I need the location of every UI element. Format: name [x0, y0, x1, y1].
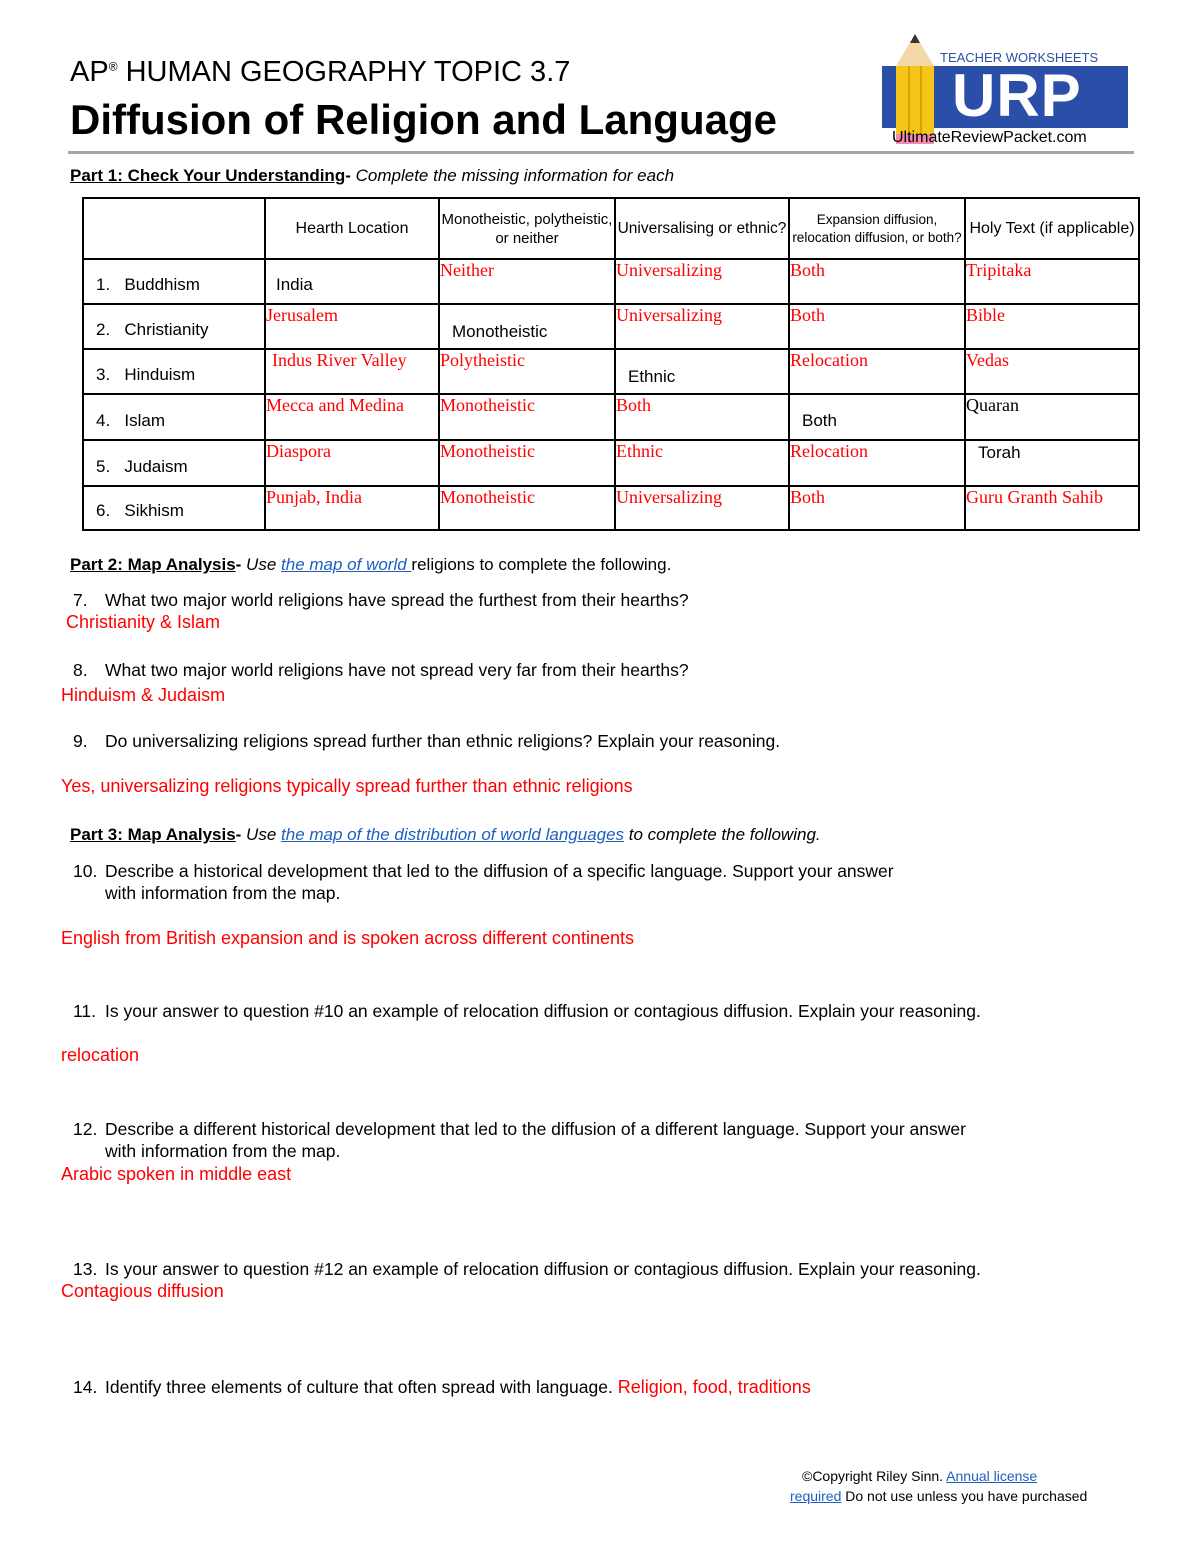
hearth-cell: Indus River Valley	[265, 349, 439, 394]
part2-heading: Part 2: Map Analysis- Use the map of world religions to complete the following.	[70, 555, 672, 574]
page-title: Diffusion of Religion and Language	[70, 96, 777, 143]
religion-name: Buddhism	[124, 275, 200, 294]
universal-cell: Universalizing	[615, 304, 789, 349]
universal-cell: Universalizing	[615, 486, 789, 530]
hearth-cell: India	[265, 259, 439, 304]
holy-text-cell: Tripitaka	[965, 259, 1139, 304]
question-12: 12. Describe a different historical development that led to the diffusion of a different language. Support your answer	[73, 1119, 966, 1139]
table-row: 1. Buddhism India Neither Universalizing Both Tripitaka	[83, 259, 1139, 304]
table-row: 2. Christianity Jerusalem Monotheistic Universalizing Both Bible	[83, 304, 1139, 349]
question-11: 11. Is your answer to question #10 an example of relocation diffusion or contagious diffusion. Explain your reasoning.	[73, 1001, 981, 1021]
holy-text-cell: Bible	[965, 304, 1139, 349]
answer-10: English from British expansion and is spoken across different continents	[61, 928, 634, 948]
religion-name: Judaism	[124, 457, 188, 476]
answer-11: relocation	[61, 1045, 140, 1065]
logo-tagline: TEACHER WORKSHEETS	[940, 50, 1099, 65]
answer-12: Arabic spoken in middle east	[61, 1164, 292, 1184]
universal-cell: Both	[615, 394, 789, 440]
holy-text-cell: Guru Granth Sahib	[965, 486, 1139, 530]
hearth-cell: Jerusalem	[265, 304, 439, 349]
header-divider	[68, 151, 1134, 154]
diffusion-cell: Relocation	[789, 440, 965, 486]
col-theism: Monotheistic, polytheistic, or neither	[439, 198, 615, 259]
holy-text-cell: Quaran	[965, 394, 1139, 440]
part3-heading: Part 3: Map Analysis- Use the map of the distribution of world languages to complete the following.	[70, 825, 821, 844]
diffusion-cell: Both	[789, 394, 965, 440]
table-row: 3. Hinduism Indus River Valley Polytheistic Ethnic Relocation Vedas	[83, 349, 1139, 394]
theism-cell: Polytheistic	[439, 349, 615, 394]
question-8: 8. What two major world religions have not spread very far from their hearths?	[73, 660, 689, 680]
universal-cell: Ethnic	[615, 440, 789, 486]
answer-8: Hinduism & Judaism	[61, 685, 226, 705]
religions-table	[82, 197, 1140, 531]
col-holy-text: Holy Text (if applicable)	[965, 198, 1139, 259]
theism-cell: Monotheistic	[439, 394, 615, 440]
col-universal: Universalising or ethnic?	[615, 198, 789, 259]
license-link-continued[interactable]: required	[790, 1488, 842, 1504]
answer-7: Christianity & Islam	[66, 612, 221, 632]
religion-name: Sikhism	[124, 501, 184, 520]
diffusion-cell: Both	[789, 304, 965, 349]
world-religions-map-link[interactable]: the map of world	[281, 555, 412, 574]
question-10: 10. Describe a historical development that led to the diffusion of a specific language. Support your answer	[73, 861, 894, 881]
theism-cell: Monotheistic	[439, 304, 615, 349]
theism-cell: Monotheistic	[439, 440, 615, 486]
table-header-row	[83, 198, 1139, 259]
religion-name: Hinduism	[124, 365, 196, 384]
topic-heading: AP® HUMAN GEOGRAPHY TOPIC 3.7	[70, 56, 571, 88]
table-row: 4. Islam Mecca and Medina Monotheistic Both Both Quaran	[83, 394, 1139, 440]
license-link[interactable]: Annual license	[946, 1468, 1038, 1484]
table-row: 5. Judaism Diaspora Monotheistic Ethnic Relocation Torah	[83, 440, 1139, 486]
urp-logo	[880, 30, 1130, 152]
religion-name: Christianity	[124, 320, 209, 339]
hearth-cell: Diaspora	[265, 440, 439, 486]
diffusion-cell: Both	[789, 486, 965, 530]
question-12-line2: with information from the map.	[105, 1141, 341, 1161]
question-13: 13. Is your answer to question #12 an example of relocation diffusion or contagious diffusion. Explain your reasoning.	[73, 1259, 981, 1279]
answer-9: Yes, universalizing religions typically spread further than ethnic religions	[61, 776, 633, 796]
hearth-cell: Punjab, India	[265, 486, 439, 530]
header-blank-cell	[83, 198, 265, 259]
copyright-footer: ©Copyright Riley Sinn. Annual license required Do not use unless you have purchased	[790, 1468, 1088, 1504]
question-9: 9. Do universalizing religions spread further than ethnic religions? Explain your reasoning.	[73, 731, 781, 751]
col-hearth: Hearth Location	[265, 198, 439, 259]
table-row: 6. Sikhism Punjab, India Monotheistic Universalizing Both Guru Granth Sahib	[83, 486, 1139, 530]
part1-heading: Part 1: Check Your Understanding- Complete the missing information for each	[70, 166, 675, 185]
hearth-cell: Mecca and Medina	[265, 394, 439, 440]
question-7: 7. What two major world religions have spread the furthest from their hearths?	[73, 590, 689, 610]
logo-brand: URP	[952, 62, 1082, 129]
diffusion-cell: Both	[789, 259, 965, 304]
diffusion-cell: Relocation	[789, 349, 965, 394]
answer-13: Contagious diffusion	[61, 1281, 224, 1301]
religion-name: Islam	[124, 411, 165, 430]
col-diffusion: Expansion diffusion, relocation diffusion, or both?	[789, 198, 965, 259]
world-languages-map-link[interactable]: the map of the distribution of world languages	[281, 825, 625, 844]
holy-text-cell: Torah	[965, 440, 1139, 486]
universal-cell: Universalizing	[615, 259, 789, 304]
theism-cell: Monotheistic	[439, 486, 615, 530]
question-10-line2: with information from the map.	[105, 883, 341, 903]
question-14: 14. Identify three elements of culture that often spread with language. Religion, food, traditions	[73, 1377, 811, 1397]
answer-14: Religion, food, traditions	[617, 1377, 811, 1397]
logo-site: UltimateReviewPacket.com	[892, 129, 1087, 146]
holy-text-cell: Vedas	[965, 349, 1139, 394]
universal-cell: Ethnic	[615, 349, 789, 394]
theism-cell: Neither	[439, 259, 615, 304]
